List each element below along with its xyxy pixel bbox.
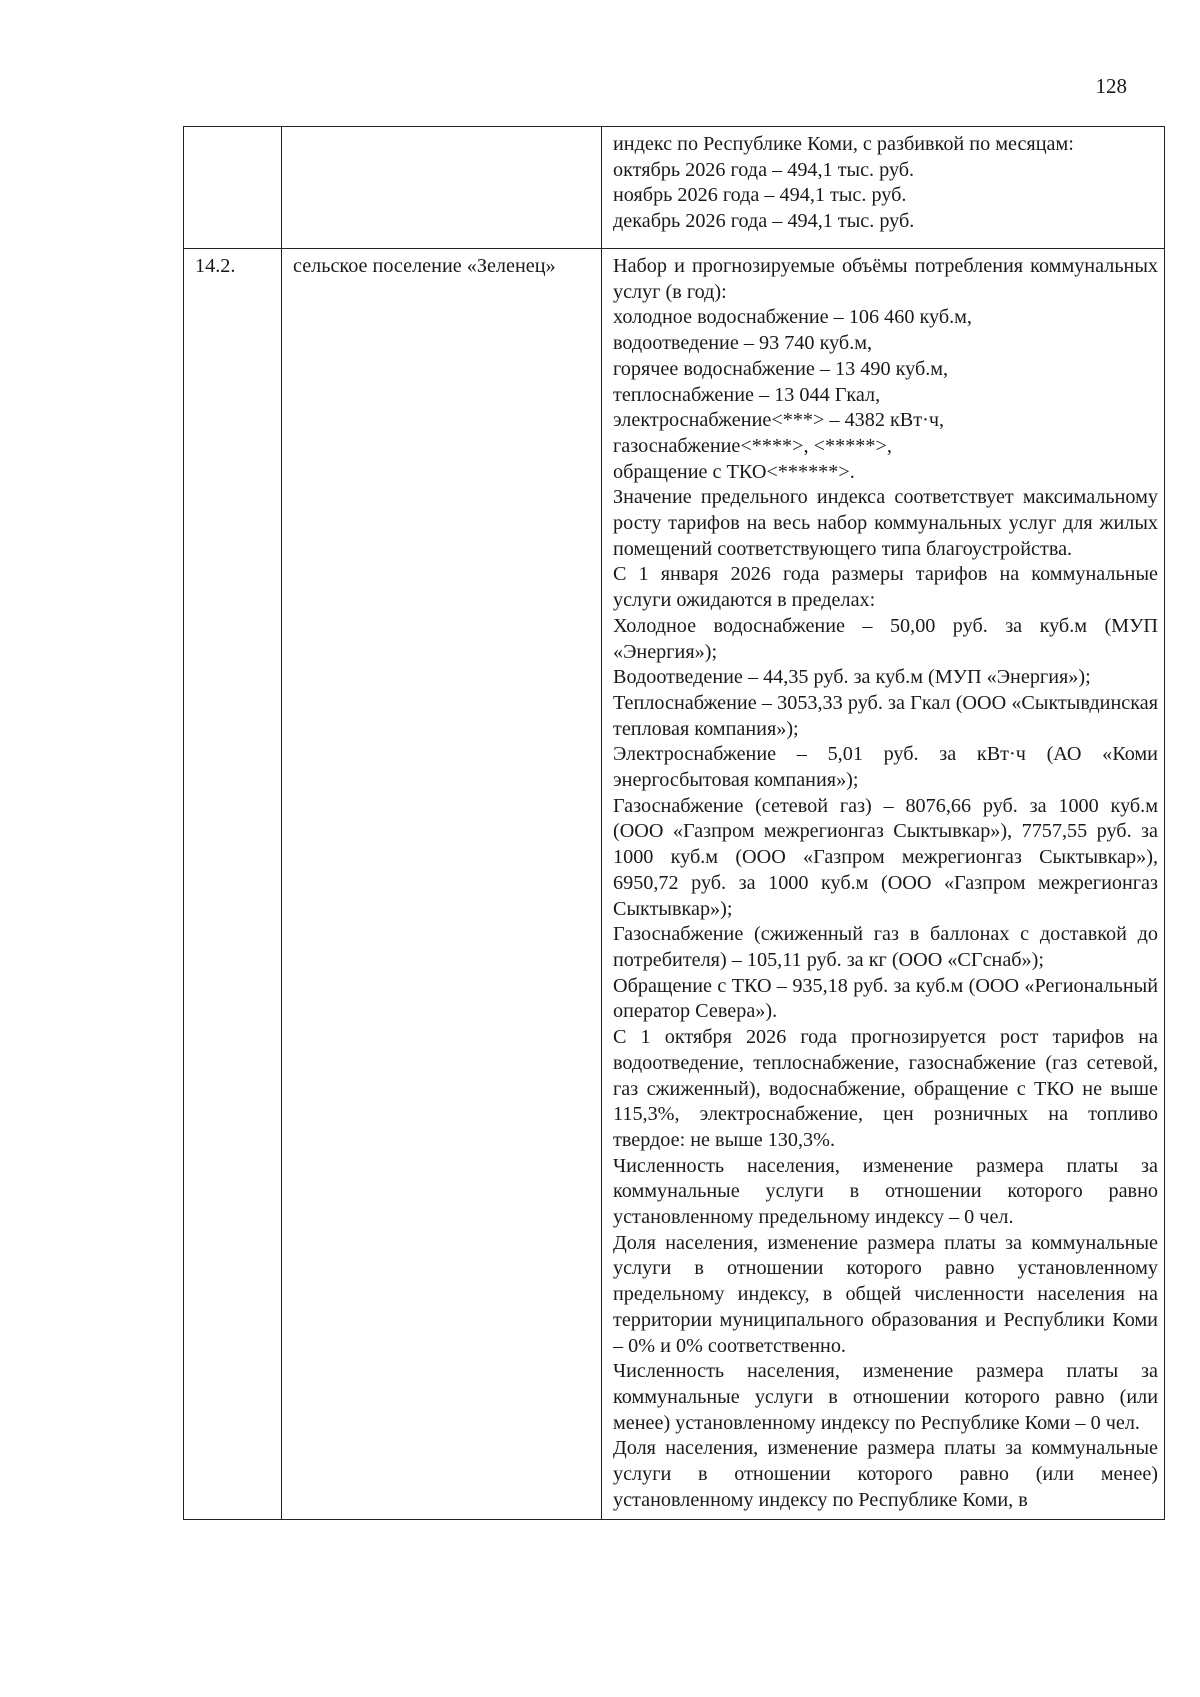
paragraph: С 1 января 2026 года размеры тарифов на коммунальные услуги ожидаются в пределах: — [613, 563, 1158, 612]
row-number-cell: 14.2. — [184, 249, 282, 1520]
text-line: декабрь 2026 года – 494,1 тыс. руб. — [613, 210, 915, 233]
paragraph: водоотведение – 93 740 куб.м, — [613, 332, 873, 355]
paragraph: электроснабжение<***> – 4382 кВт·ч, — [613, 409, 945, 432]
paragraph: Газоснабжение (сжиженный газ в баллонах с доставкой до потребителя) – 105,11 руб. за кг (ООО «СГснаб»); — [613, 923, 1158, 971]
row-number-cell — [184, 127, 282, 249]
paragraph: Холодное водоснабжение – 50,00 руб. за куб.м (МУП «Энергия»); — [613, 614, 1158, 663]
paragraph: Численность населения, изменение размера платы за коммунальные услуги в отношении которого равно установленному предельному индексу – 0 чел. — [613, 1154, 1158, 1229]
text-line: ноябрь 2026 года – 494,1 тыс. руб. — [613, 184, 907, 207]
paragraph: Доля населения, изменение размера платы за коммунальные услуги в отношении которого равно (или менее) установленному индексу по Республике Коми, в — [613, 1437, 1158, 1511]
description-cell — [602, 127, 1165, 249]
paragraph: Доля населения, изменение размера платы за коммунальные услуги в отношении которого равно установленному предельному индексу, в общей численности населения на территории муниципального образования и Республики Коми – 0% и 0% соответственно. — [613, 1231, 1158, 1357]
paragraph: Газоснабжение (сетевой газ) – 8076,66 руб. за 1000 куб.м (ООО «Газпром межрегионгаз Сыктывкар»), 7757,55 руб. за 1000 куб.м (ООО «Газпром межрегионгаз Сыктывкар»), 6950,72 руб. за 1000 куб.м (ООО «Газпром межрегионгаз Сыктывкар»); — [613, 794, 1158, 920]
paragraph: холодное водоснабжение – 106 460 куб.м, — [613, 306, 972, 329]
table-row-14-2 — [184, 249, 1165, 1520]
paragraph: Значение предельного индекса соответствует максимальному росту тарифов на весь набор коммунальных услуг для жилых помещений соответствующего типа благоустройства. — [613, 486, 1158, 560]
paragraph: Электроснабжение – 5,01 руб. за кВт·ч (АО «Коми энергосбытовая компания»); — [613, 743, 1158, 792]
paragraph: Численность населения, изменение размера платы за коммунальные услуги в отношении которого равно (или менее) установленному индексу по Республике Коми – 0 чел. — [613, 1360, 1158, 1434]
page-number: 128 — [1095, 74, 1127, 98]
paragraph: газоснабжение<****>, <*****>, — [613, 434, 892, 457]
tariff-table — [183, 126, 1165, 1520]
text-line: индекс по Республике Коми, с разбивкой по месяцам: — [613, 133, 1074, 155]
paragraph: теплоснабжение – 13 044 Гкал, — [613, 383, 881, 406]
text-line: октябрь 2026 года – 494,1 тыс. руб. — [613, 158, 915, 181]
settlement-name-cell: сельское поселение «Зеленец» — [282, 249, 602, 1520]
paragraph: Обращение с ТКО – 935,18 руб. за куб.м (ООО «Региональный оператор Севера»). — [613, 974, 1158, 1023]
paragraph: С 1 октября 2026 года прогнозируется рост тарифов на водоотведение, теплоснабжение, газоснабжение (газ сетевой, газ сжиженный), водоснабжение, обращение с ТКО не выше 115,3%, электроснабжение, цен розничных на топливо твердое: не выше 130,3%. — [613, 1026, 1158, 1151]
description-cell — [602, 249, 1165, 1520]
paragraph: обращение с ТКО<******>. — [613, 460, 855, 483]
table-row-continued — [184, 127, 1165, 249]
paragraph: Набор и прогнозируемые объёмы потребления коммунальных услуг (в год): — [613, 255, 1158, 303]
paragraph: горячее водоснабжение – 13 490 куб.м, — [613, 357, 949, 380]
paragraph: Теплоснабжение – 3053,33 руб. за Гкал (ООО «Сыктывдинская тепловая компания»); — [613, 691, 1158, 740]
settlement-name-cell — [282, 127, 602, 249]
paragraph: Водоотведение – 44,35 руб. за куб.м (МУП «Энергия»); — [613, 666, 1091, 689]
